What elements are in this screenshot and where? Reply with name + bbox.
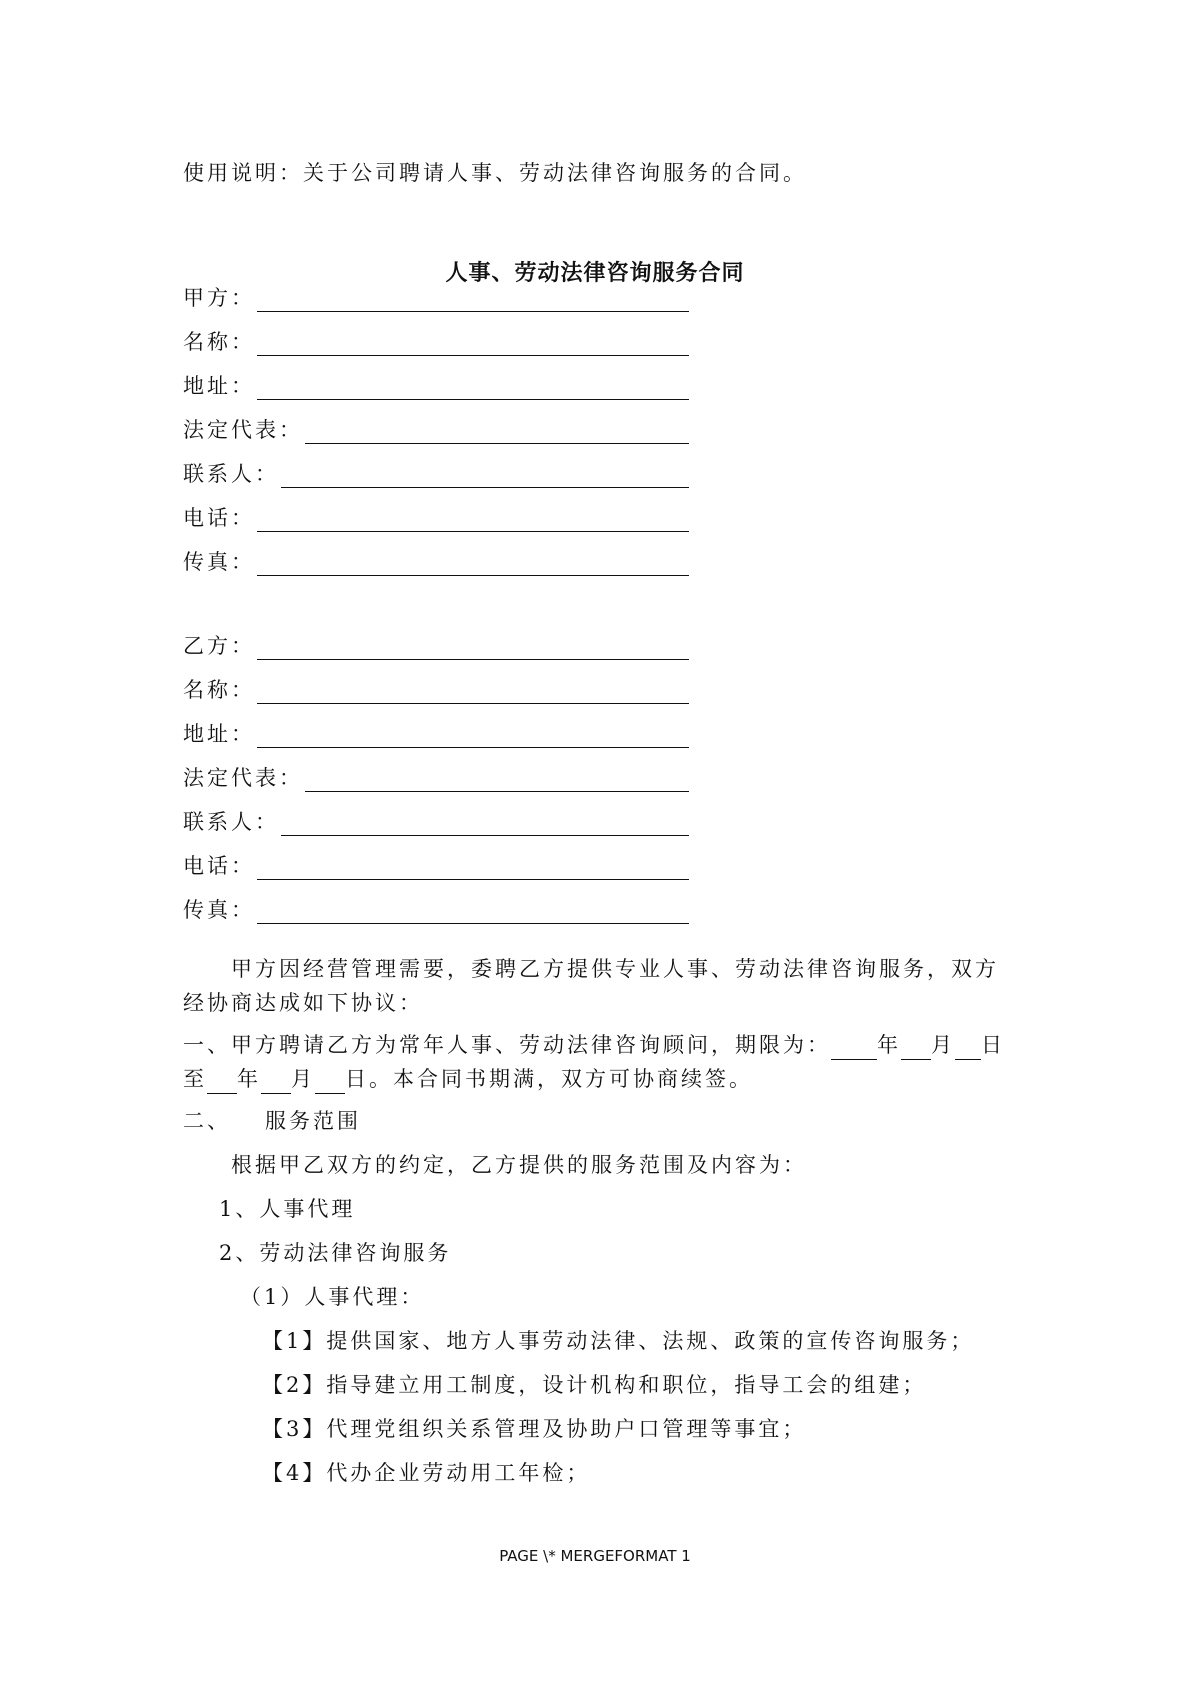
party-a-fax-field bbox=[183, 546, 689, 576]
sub-item-4: 【4】代办企业劳动用工年检； bbox=[262, 1461, 591, 1485]
party-a-contact-blank[interactable] bbox=[281, 465, 689, 488]
clause-2-intro: 根据甲乙双方的约定，乙方提供的服务范围及内容为： bbox=[231, 1153, 807, 1177]
party-b-name-field bbox=[183, 674, 689, 704]
party-a-heading: 甲方： bbox=[183, 286, 255, 310]
term-end-day-blank[interactable] bbox=[315, 1071, 345, 1094]
party-b-fax-blank[interactable] bbox=[257, 901, 689, 924]
party-a-address-blank[interactable] bbox=[257, 377, 689, 400]
party-b-fax-field bbox=[183, 894, 689, 924]
party-b-contact-label: 联系人： bbox=[183, 810, 279, 834]
clause-1-end-year: 年 bbox=[237, 1067, 261, 1091]
party-a-contact-label: 联系人： bbox=[183, 462, 279, 486]
service-item-2: 2、劳动法律咨询服务 bbox=[219, 1241, 452, 1265]
clause-2-number: 二、 bbox=[183, 1109, 231, 1133]
party-a-legal-rep-field bbox=[183, 414, 689, 444]
party-b-legal-rep-label: 法定代表： bbox=[183, 766, 303, 790]
clause-1-line-1 bbox=[183, 1030, 1005, 1060]
sub-item-3: 【3】代理党组织关系管理及协助户口管理等事宜； bbox=[262, 1417, 807, 1441]
party-b-contact-field bbox=[183, 806, 689, 836]
party-b-blank[interactable] bbox=[257, 637, 689, 660]
party-a-address-label: 地址： bbox=[183, 374, 255, 398]
clause-1-day: 日 bbox=[981, 1033, 1005, 1057]
clause-1-to: 至 bbox=[183, 1067, 207, 1091]
sub-item-1: 【1】提供国家、地方人事劳动法律、法规、政策的宣传咨询服务； bbox=[262, 1329, 975, 1353]
term-start-year-blank[interactable] bbox=[831, 1037, 877, 1060]
term-start-day-blank[interactable] bbox=[955, 1037, 981, 1060]
party-b-fax-label: 传真： bbox=[183, 898, 255, 922]
party-a-name-blank[interactable] bbox=[257, 333, 689, 356]
term-start-month-blank[interactable] bbox=[901, 1037, 931, 1060]
contract-title: 人事、劳动法律咨询服务合同 bbox=[445, 260, 745, 286]
party-a-name-field bbox=[183, 326, 689, 356]
party-b-phone-blank[interactable] bbox=[257, 857, 689, 880]
clause-2-heading: 服务范围 bbox=[265, 1109, 361, 1133]
party-a-blank[interactable] bbox=[257, 289, 689, 312]
party-b-address-field bbox=[183, 718, 689, 748]
party-a-phone-field bbox=[183, 502, 689, 532]
sub-heading-personnel-agency: （1）人事代理： bbox=[240, 1285, 425, 1309]
party-a-legal-rep-label: 法定代表： bbox=[183, 418, 303, 442]
party-a-fax-label: 传真： bbox=[183, 550, 255, 574]
usage-note: 使用说明：关于公司聘请人事、劳动法律咨询服务的合同。 bbox=[183, 161, 807, 185]
party-b-heading: 乙方： bbox=[183, 634, 255, 658]
party-b-legal-rep-blank[interactable] bbox=[305, 769, 689, 792]
party-b-phone-label: 电话： bbox=[183, 854, 255, 878]
clause-1-suffix: 本合同书期满，双方可协商续签。 bbox=[393, 1067, 753, 1091]
service-item-1: 1、人事代理 bbox=[219, 1197, 356, 1221]
term-end-year-blank[interactable] bbox=[207, 1071, 237, 1094]
clause-1-line-2 bbox=[183, 1064, 753, 1094]
term-end-month-blank[interactable] bbox=[261, 1071, 291, 1094]
party-b-address-label: 地址： bbox=[183, 722, 255, 746]
intro-line-1: 甲方因经营管理需要，委聘乙方提供专业人事、劳动法律咨询服务，双方 bbox=[231, 957, 999, 981]
party-b-heading-field bbox=[183, 630, 689, 660]
party-a-heading-field bbox=[183, 282, 689, 312]
clause-1-end-day: 日。 bbox=[345, 1067, 393, 1091]
party-a-contact-field bbox=[183, 458, 689, 488]
intro-line-2: 经协商达成如下协议： bbox=[183, 991, 423, 1015]
party-b-address-blank[interactable] bbox=[257, 725, 689, 748]
sub-item-2: 【2】指导建立用工制度，设计机构和职位，指导工会的组建； bbox=[262, 1373, 927, 1397]
party-b-contact-blank[interactable] bbox=[281, 813, 689, 836]
page-footer: PAGE \* MERGEFORMAT 1 bbox=[499, 1547, 691, 1565]
clause-1-month: 月 bbox=[931, 1033, 955, 1057]
party-a-phone-label: 电话： bbox=[183, 506, 255, 530]
party-a-phone-blank[interactable] bbox=[257, 509, 689, 532]
party-b-name-label: 名称： bbox=[183, 678, 255, 702]
clause-1-year: 年 bbox=[877, 1033, 901, 1057]
party-a-legal-rep-blank[interactable] bbox=[305, 421, 689, 444]
party-b-legal-rep-field bbox=[183, 762, 689, 792]
party-b-name-blank[interactable] bbox=[257, 681, 689, 704]
clause-1-end-month: 月 bbox=[291, 1067, 315, 1091]
party-b-phone-field bbox=[183, 850, 689, 880]
party-a-address-field bbox=[183, 370, 689, 400]
clause-1-prefix: 一、甲方聘请乙方为常年人事、劳动法律咨询顾问，期限为： bbox=[183, 1033, 831, 1057]
party-a-name-label: 名称： bbox=[183, 330, 255, 354]
party-a-fax-blank[interactable] bbox=[257, 553, 689, 576]
